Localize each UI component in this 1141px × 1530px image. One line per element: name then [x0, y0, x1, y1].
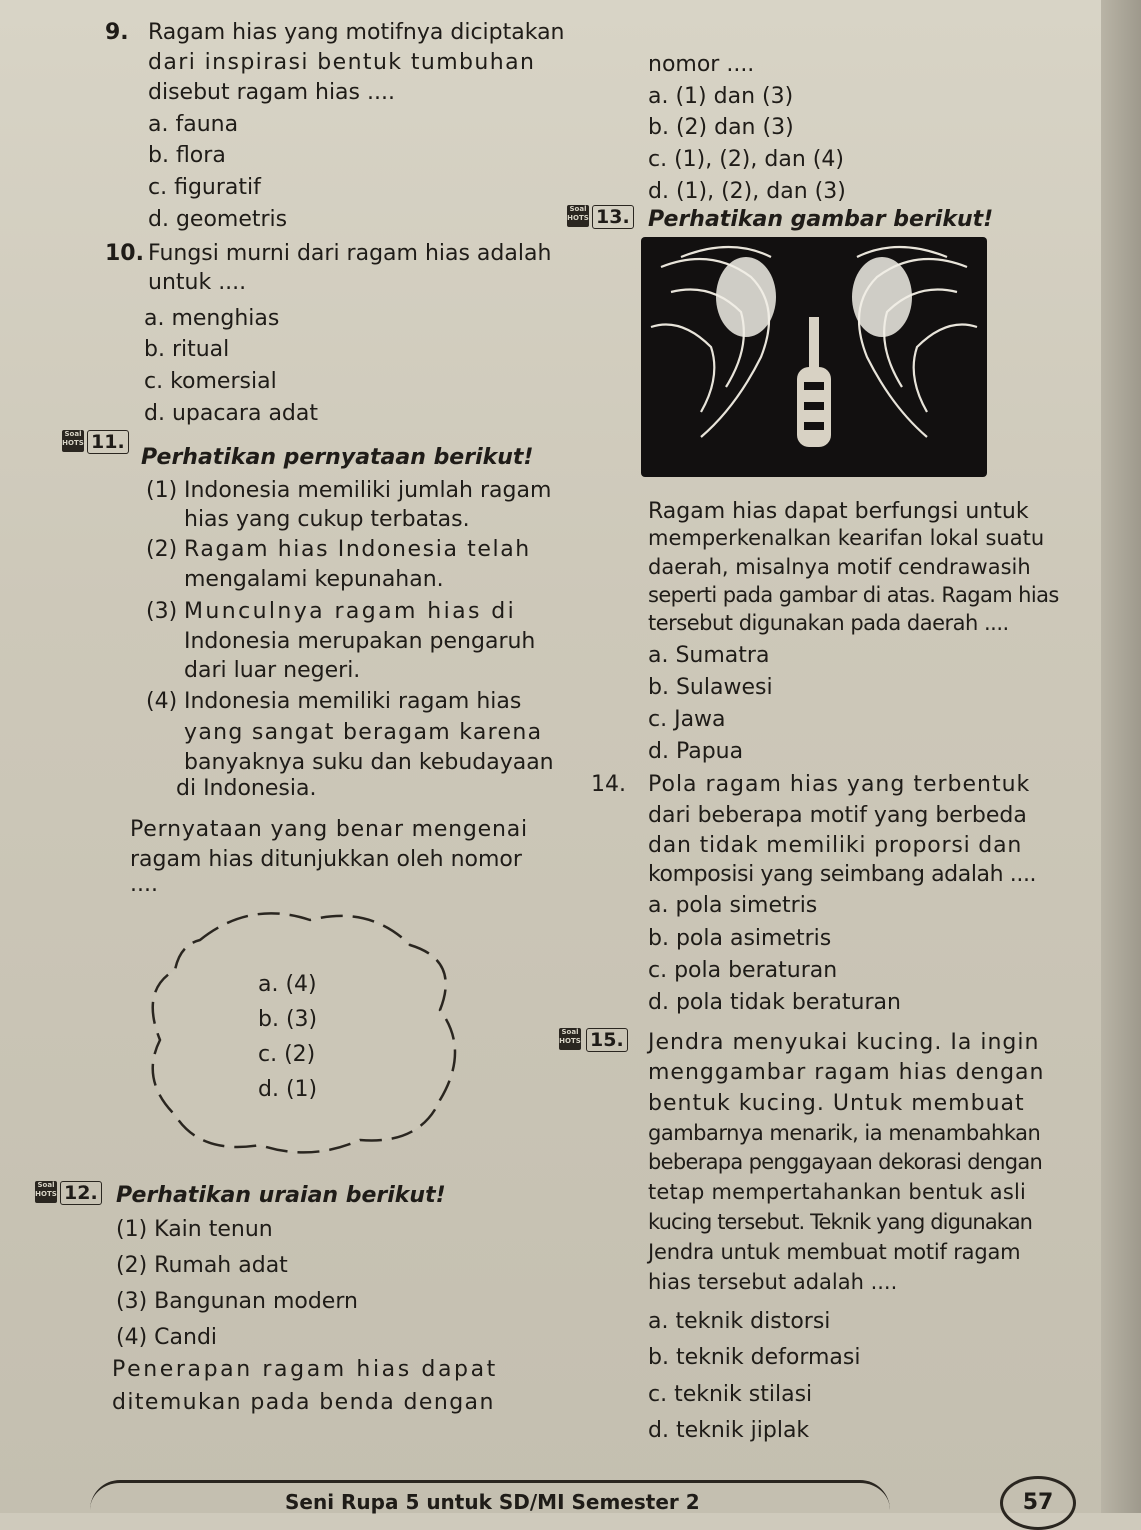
q12-number-box: [60, 1181, 102, 1205]
q10-option-c[interactable]: c. komersial: [144, 369, 277, 394]
q15-text-line-4: gambarnya menarik, ia menambahkan: [648, 1121, 1041, 1145]
q11-stmt-1-label: (1): [146, 478, 178, 503]
q12-hots-badge: Soal HOTS: [35, 1181, 57, 1203]
q11-prompt-line-3: ....: [130, 872, 158, 897]
q15-text-line-5: beberapa penggayaan dekorasi dengan: [648, 1150, 1043, 1174]
q11-number: 11.: [87, 430, 129, 454]
q13-number: 13.: [592, 205, 634, 229]
q11-option-d[interactable]: d. (1): [258, 1077, 318, 1102]
q11-option-c[interactable]: c. (2): [258, 1042, 316, 1067]
q10-stem-line-1: Fungsi murni dari ragam hias adalah: [148, 241, 552, 266]
q12-option-a[interactable]: a. (1) dan (3): [648, 84, 794, 109]
totem-pole: [809, 317, 819, 367]
q14-number: 14.: [591, 772, 626, 797]
q9-option-b[interactable]: b. flora: [148, 143, 226, 168]
q10-number: 10.: [105, 241, 144, 266]
q9-stem-line-1: Ragam hias yang motifnya diciptakan: [148, 20, 565, 45]
q9-option-a[interactable]: a. fauna: [148, 112, 239, 137]
q14-option-a[interactable]: a. pola simetris: [648, 893, 818, 918]
q15-text-line-6: tetap mempertahankan bentuk asli: [648, 1180, 1027, 1204]
q12-number: 12.: [60, 1181, 102, 1205]
q9-stem-line-3: disebut ragam hias ....: [148, 80, 395, 105]
q11-stmt-4-line-2: yang sangat beragam karena: [184, 720, 543, 745]
q11-stmt-2-label: (2): [146, 537, 178, 562]
q9-stem-line-2: dari inspirasi bentuk tumbuhan: [148, 50, 536, 75]
q13-text-line-5: tersebut digunakan pada daerah ....: [648, 611, 1009, 635]
q13-option-a[interactable]: a. Sumatra: [648, 643, 770, 668]
q12-item-1: (1) Kain tenun: [116, 1217, 273, 1242]
q9-option-d[interactable]: d. geometris: [148, 207, 288, 232]
q11-stmt-3-line-3: dari luar negeri.: [184, 658, 361, 683]
right-bird-body: [852, 257, 912, 337]
q10-option-b[interactable]: b. ritual: [144, 337, 230, 362]
q11-stmt-1-line-1: Indonesia memiliki jumlah ragam: [184, 478, 552, 503]
page-edge: [1101, 0, 1141, 1513]
q13-number-box: [592, 205, 634, 229]
q13-text-line-2: memperkenalkan kearifan lokal suatu: [648, 526, 1045, 550]
q14-stem-line-2: dari beberapa motif yang berbeda: [648, 803, 1027, 828]
q15-option-a[interactable]: a. teknik distorsi: [648, 1309, 831, 1334]
q11-stmt-1-line-2: hias yang cukup terbatas.: [184, 507, 470, 532]
q11-stmt-3-label: (3): [146, 599, 178, 624]
q12-option-c[interactable]: c. (1), (2), dan (4): [648, 147, 844, 172]
q11-prompt-line-2: ragam hias ditunjukkan oleh nomor: [130, 847, 522, 872]
q14-stem-line-4: komposisi yang seimbang adalah ....: [648, 862, 1037, 887]
q15-text-line-8: Jendra untuk membuat motif ragam: [648, 1240, 1021, 1264]
q11-stmt-4-line-1: Indonesia memiliki ragam hias: [184, 689, 522, 714]
q15-text-line-3: bentuk kucing. Untuk membuat: [648, 1091, 1025, 1116]
q10-stem-line-2: untuk ....: [148, 270, 247, 295]
q15-number: 15.: [586, 1028, 628, 1052]
q11-number-box: [87, 430, 129, 454]
cendrawasih-illustration: [641, 237, 987, 477]
cendrawasih-motif-image: [641, 237, 987, 477]
q12-option-b[interactable]: b. (2) dan (3): [648, 115, 794, 140]
q10-option-a[interactable]: a. menghias: [144, 306, 280, 331]
q14-option-c[interactable]: c. pola beraturan: [648, 958, 838, 983]
q13-title: Perhatikan gambar berikut!: [648, 207, 994, 232]
left-bird-body: [716, 257, 776, 337]
q12-continued: nomor ....: [648, 52, 755, 77]
q11-option-b[interactable]: b. (3): [258, 1007, 318, 1032]
q11-stmt-4-line-4: di Indonesia.: [176, 776, 317, 801]
q13-text-line-1: Ragam hias dapat berfungsi untuk: [648, 499, 1029, 524]
q13-text-line-3: daerah, misalnya motif cendrawasih: [648, 555, 1031, 579]
q11-stmt-2-line-1: Ragam hias Indonesia telah: [184, 537, 531, 562]
q14-stem-line-3: dan tidak memiliki proporsi dan: [648, 833, 1023, 858]
footer-book-title: Seni Rupa 5 untuk SD/MI Semester 2: [285, 1490, 700, 1514]
q11-hots-badge: Soal HOTS: [62, 430, 84, 452]
q15-option-b[interactable]: b. teknik deformasi: [648, 1345, 861, 1370]
q13-option-b[interactable]: b. Sulawesi: [648, 675, 773, 700]
q13-option-c[interactable]: c. Jawa: [648, 707, 726, 732]
q11-stmt-4-label: (4): [146, 689, 178, 714]
q11-title: Perhatikan pernyataan berikut!: [141, 445, 534, 470]
q9-option-c[interactable]: c. figuratif: [148, 175, 261, 200]
q15-text-line-9: hias tersebut adalah ....: [648, 1270, 898, 1294]
q13-hots-badge: Soal HOTS: [567, 205, 589, 227]
q14-option-d[interactable]: d. pola tidak beraturan: [648, 990, 901, 1015]
q11-option-a[interactable]: a. (4): [258, 972, 317, 997]
q12-option-d[interactable]: d. (1), (2), dan (3): [648, 179, 846, 204]
q11-stmt-3-line-2: Indonesia merupakan pengaruh: [184, 629, 536, 654]
q15-number-box: [586, 1028, 628, 1052]
q15-option-d[interactable]: d. teknik jiplak: [648, 1418, 810, 1443]
q9-number: 9.: [105, 20, 129, 45]
q12-item-4: (4) Candi: [116, 1325, 218, 1350]
q14-option-b[interactable]: b. pola asimetris: [648, 926, 832, 951]
q15-hots-badge: Soal HOTS: [559, 1028, 581, 1050]
page-number: 57: [1000, 1476, 1076, 1530]
q10-option-d[interactable]: d. upacara adat: [144, 401, 318, 426]
q12-item-3: (3) Bangunan modern: [116, 1289, 358, 1314]
q11-stmt-3-line-1: Munculnya ragam hias di: [184, 599, 517, 624]
q11-stmt-2-line-2: mengalami kepunahan.: [184, 567, 444, 592]
q14-stem-line-1: Pola ragam hias yang terbentuk: [648, 772, 1031, 797]
q11-stmt-4-line-3: banyaknya suku dan kebudayaan: [184, 750, 554, 775]
q15-text-line-1: Jendra menyukai kucing. Ia ingin: [648, 1030, 1040, 1055]
q15-option-c[interactable]: c. teknik stilasi: [648, 1382, 813, 1407]
q11-prompt-line-1: Pernyataan yang benar mengenai: [130, 817, 528, 842]
q15-text-line-2: menggambar ragam hias dengan: [648, 1060, 1045, 1085]
q12-title: Perhatikan uraian berikut!: [116, 1183, 446, 1208]
q12-item-2: (2) Rumah adat: [116, 1253, 288, 1278]
q12-prompt-line-2: ditemukan pada benda dengan: [112, 1390, 495, 1415]
q13-option-d[interactable]: d. Papua: [648, 739, 744, 764]
q13-text-line-4: seperti pada gambar di atas. Ragam hias: [648, 583, 1059, 607]
q15-text-line-7: kucing tersebut. Teknik yang digunakan: [648, 1210, 1033, 1234]
q12-prompt-line-1: Penerapan ragam hias dapat: [112, 1357, 498, 1382]
